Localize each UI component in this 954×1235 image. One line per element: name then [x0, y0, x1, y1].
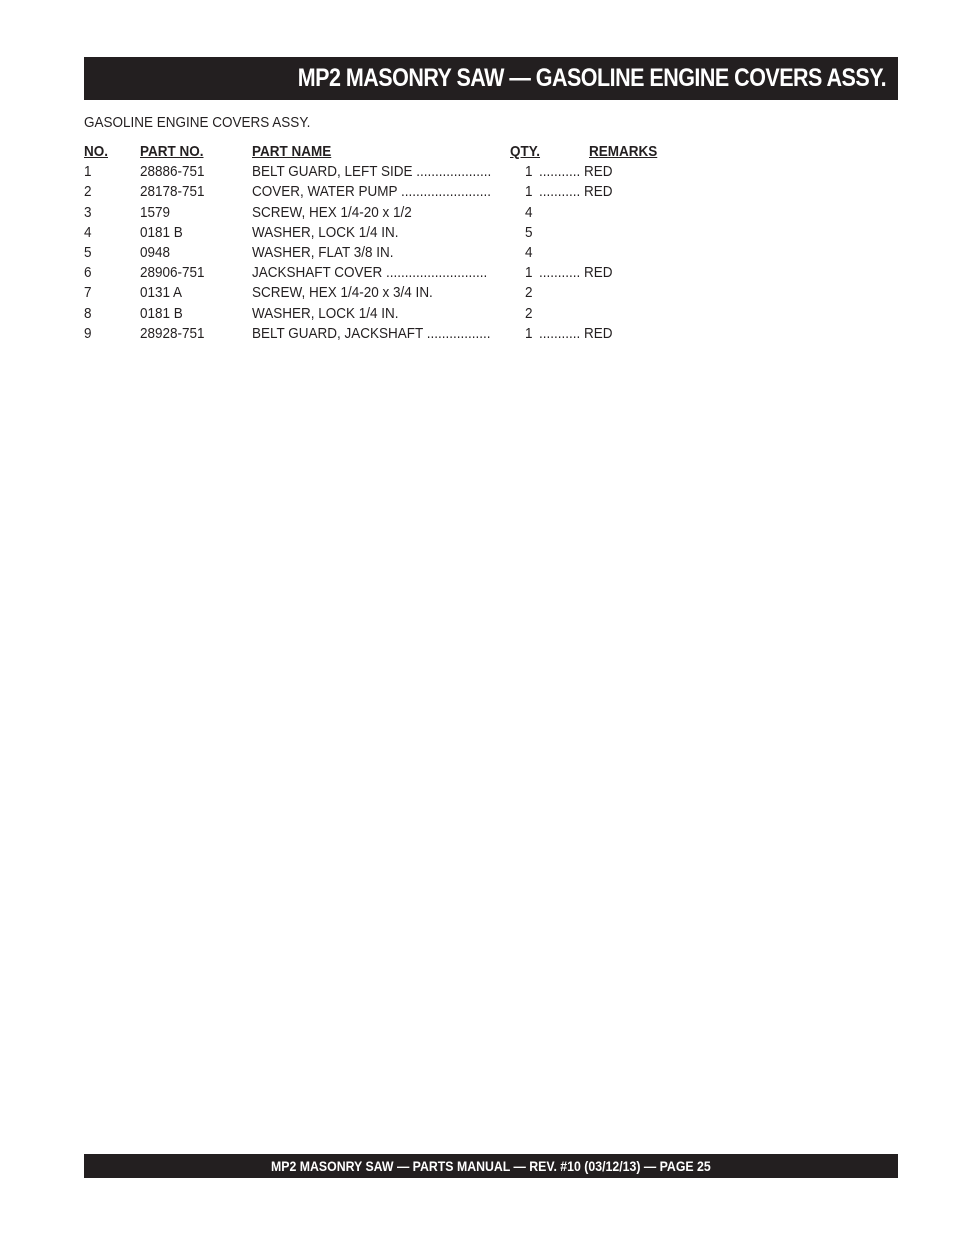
quantity: 1	[525, 324, 533, 342]
remarks: ........... RED	[539, 264, 613, 282]
part-name: BELT GUARD, LEFT SIDE ....................	[252, 163, 492, 181]
part-name: JACKSHAFT COVER ...........................	[252, 264, 488, 282]
page-footer: MP2 MASONRY SAW — PARTS MANUAL — REV. #10 (03/12/13) — PAGE 25	[271, 1158, 711, 1174]
quantity: 2	[525, 284, 533, 302]
part-number: 0181 B	[140, 304, 183, 322]
table-row	[84, 304, 724, 324]
item-number: 7	[84, 284, 92, 302]
part-number: 1579	[140, 203, 171, 221]
part-number: 28886-751	[140, 163, 205, 181]
part-name: WASHER, FLAT 3/8 IN.	[252, 243, 394, 261]
table-row	[84, 243, 724, 263]
part-number: 0181 B	[140, 223, 183, 241]
quantity: 1	[525, 183, 533, 201]
table-header-row	[84, 142, 724, 162]
item-number: 5	[84, 243, 92, 261]
part-number: 28906-751	[140, 264, 205, 282]
part-number: 0948	[140, 243, 171, 261]
part-name: COVER, WATER PUMP ........................	[252, 183, 492, 201]
item-number: 2	[84, 183, 92, 201]
table-row	[84, 203, 724, 223]
column-header-remarks: REMARKS	[589, 143, 658, 160]
part-name: BELT GUARD, JACKSHAFT .................	[252, 324, 491, 342]
table-row	[84, 283, 724, 303]
column-header-part-no: PART NO.	[140, 143, 204, 160]
quantity: 1	[525, 264, 533, 282]
table-row	[84, 223, 724, 243]
quantity: 5	[525, 223, 533, 241]
part-number: 28928-751	[140, 324, 205, 342]
table-row	[84, 263, 724, 283]
part-name: WASHER, LOCK 1/4 IN.	[252, 304, 399, 322]
item-number: 9	[84, 324, 92, 342]
remarks: ........... RED	[539, 324, 613, 342]
quantity: 1	[525, 163, 533, 181]
column-header-part-name: PART NAME	[252, 143, 332, 160]
item-number: 8	[84, 304, 92, 322]
part-number: 0131 A	[140, 284, 183, 302]
section-label: GASOLINE ENGINE COVERS ASSY.	[84, 114, 311, 131]
column-header-qty: QTY.	[510, 143, 541, 160]
column-header-no: NO.	[84, 143, 109, 160]
remarks: ........... RED	[539, 183, 613, 201]
table-row	[84, 182, 724, 202]
table-row	[84, 324, 724, 344]
item-number: 6	[84, 264, 92, 282]
part-name: WASHER, LOCK 1/4 IN.	[252, 223, 399, 241]
quantity: 4	[525, 203, 533, 221]
quantity: 4	[525, 243, 533, 261]
item-number: 3	[84, 203, 92, 221]
item-number: 4	[84, 223, 92, 241]
page-title: MP2 MASONRY SAW — GASOLINE ENGINE COVERS ASSY.	[297, 64, 886, 92]
remarks: ........... RED	[539, 163, 613, 181]
table-row	[84, 162, 724, 182]
quantity: 2	[525, 304, 533, 322]
part-number: 28178-751	[140, 183, 205, 201]
item-number: 1	[84, 163, 92, 181]
page-title-bar	[84, 57, 898, 100]
part-name: SCREW, HEX 1/4-20 x 3/4 IN.	[252, 284, 433, 302]
parts-list-table	[84, 142, 724, 344]
part-name: SCREW, HEX 1/4-20 x 1/2	[252, 203, 412, 221]
page-footer-bar	[84, 1154, 898, 1178]
